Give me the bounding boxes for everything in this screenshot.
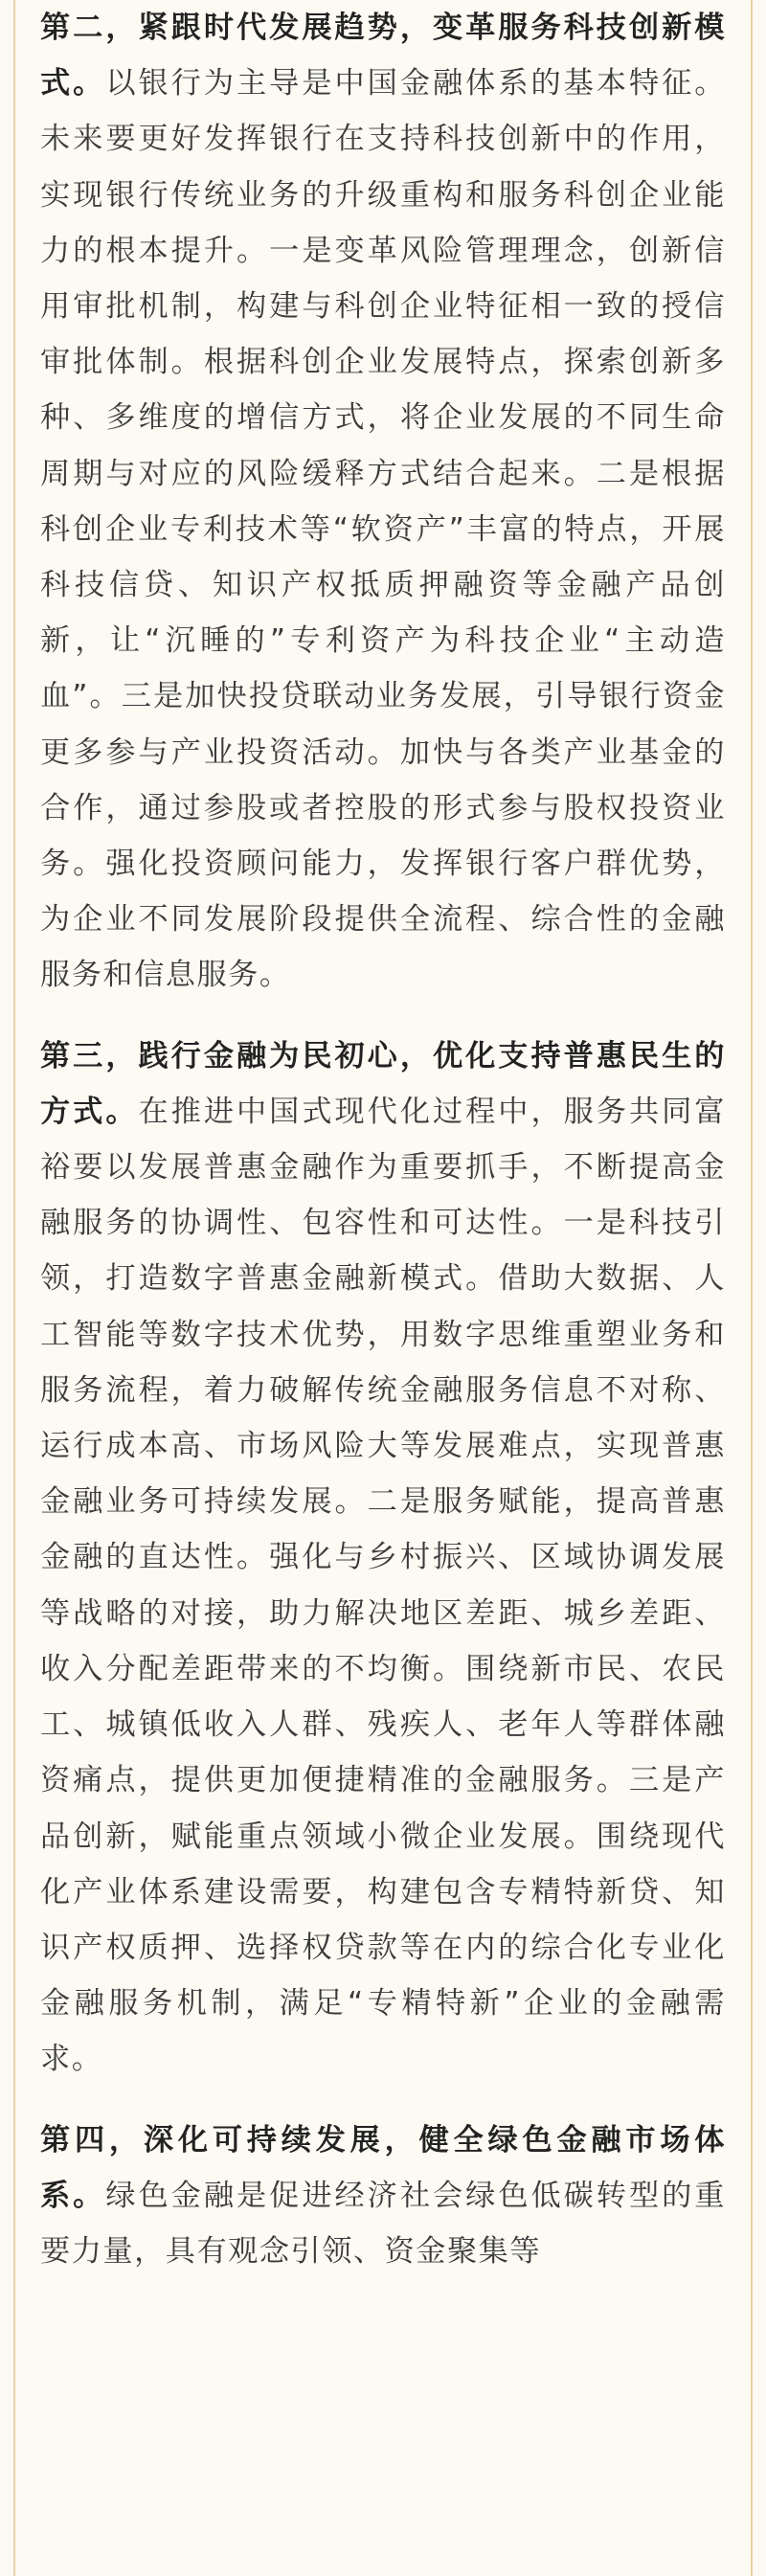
page-border-left xyxy=(13,0,15,2576)
article-body xyxy=(40,0,726,2304)
page-border-right xyxy=(751,0,753,2576)
paragraph-text: 在推进中国式现代化过程中，服务共同富裕要以发展普惠金融作为重要抓手，不断提高金融服务的协调性、包容性和可达性。一是科技引领，打造数字普惠金融新模式。借助大数据、人工智能等数字技术优势，用数字思维重塑业务和服务流程，着力破解传统金融服务信息不对称、运行成本高、市场风险大等发展难点，实现普惠金融业务可持续发展。二是服务赋能，提高普惠金融的直达性。强化与乡村振兴、区域协调发展等战略的对接，助力解决地区差距、城乡差距、收入分配差距带来的不均衡。围绕新市民、农民工、城镇低收入人群、残疾人、老年人等群体融资痛点，提供更加便捷精准的金融服务。三是产品创新，赋能重点领域小微企业发展。围绕现代化产业体系建设需要，构建包含专精特新贷、知识产权质押、选择权贷款等在内的综合化专业化金融服务机制，满足“专精特新”企业的金融需求。 xyxy=(40,1094,726,2077)
paragraph-third xyxy=(40,1028,726,2088)
paragraph-text: 以银行为主导是中国金融体系的基本特征。未来要更好发挥银行在支持科技创新中的作用，实现银行传统业务的升级重构和服务科创企业能力的根本提升。一是变革风险管理理念，创新信用审批机制，构建与科创企业特征相一致的授信审批体制。根据科创企业发展特点，探索创新多种、多维度的增信方式，将企业发展的不同生命周期与对应的风险缓释方式结合起来。二是根据科创企业专利技术等“软资产”丰富的特点，开展科技信贷、知识产权抵质押融资等金融产品创新，让“沉睡的”专利资产为科技企业“主动造血”。三是加快投贷联动业务发展，引导银行资金更多参与产业投资活动。加快与各类产业基金的合作，通过参股或者控股的形式参与股权投资业务。强化投资顾问能力，发挥银行客户群优势，为企业不同发展阶段提供全流程、综合性的金融服务和信息服务。 xyxy=(40,66,726,993)
paragraph-fourth xyxy=(40,2113,726,2280)
paragraph-lead: 第三，践行金融为民初心，优化支持普惠民生的方式。 xyxy=(40,1038,726,1129)
paragraph-second xyxy=(40,0,726,1004)
paragraph-lead: 第二，紧跟时代发展趋势，变革服务科技创新模式。 xyxy=(40,11,726,102)
paragraph-lead: 第四，深化可持续发展，健全绿色金融市场体系。 xyxy=(40,2122,726,2213)
paragraph-text: 绿色金融是促进经济社会绿色低碳转型的重要力量，具有观念引领、资金聚集等 xyxy=(40,2178,726,2269)
